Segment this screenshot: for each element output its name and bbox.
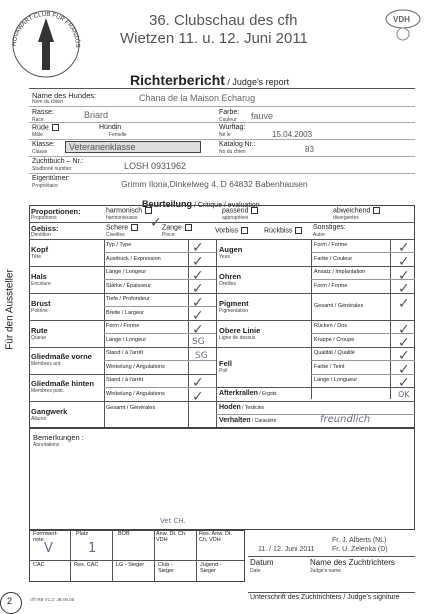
dog-name-value: Chana de la Maison Echarug [139,93,256,103]
side-label: Für den Aussteller [4,269,16,350]
right-rows: Form / Forme Farbe / Couleur Ansatz / Implantation Form / Forme Gesamt / Générales Rücken / Dos Kruppe / Croupe Qualität / Qualité Farbe / Teint Länge / Longueur [314,242,366,383]
club-logo [6,4,86,80]
mid-sections: Augen Yeux Ohren Oreilles Pigment Pigmentation Obere Linie Ligne de dessus Fell Poil Afterkrallen / Ergots Hoden / Testicles Verhalten / Caracière [219,245,277,424]
left-rows: Typ / Type Ausdruck / Expression Länge / Longeur Stärke / Épaisseur Tiefe / Profondeur Breite / Largeur Form / Forme Länge / Longeur Stand / à l'arrêt Winkelung / Angulations Stand / à l'arrêt Winkelung / Angulations Gesamt / Générales [106,242,165,411]
vdh-logo [384,8,422,42]
vdh-text: VDH [393,15,410,24]
handwritten-vet: Vet CH. [160,517,186,525]
handwritten-one: 1 [88,541,97,556]
report-title: Richterbericht / Judge's report [130,72,290,88]
show-title: 36. Clubschau des cfh [149,12,298,29]
dog-info: Name des Hundes: Nom du chien Chana de la Maison Echarug Rasse: Race Briard Farbe: Couleur fauve Rüde Mâle Hündin Femelle Wurftag: Né le 15.04.2003 Klasse: Classe Veteranenklasse Katalog Nr.: No du chien 83 Zuchtbuch – Nr.: Studbook number LOSH 0931962 Eigentümer: Propriétaire Grimm Ilona,Dinkelweg 4, D 64832 Babenhausen [29,90,415,192]
left-sections: Kopf Tête Hals Encolure Brust Poitrine Rute Queue Gliedmaße vorne Membres ant. Gliedmaße hinten Membres post. Gangwerk Allures [31,245,94,422]
remarks-box [29,428,415,530]
page-number-circle: 2 [0,592,22,614]
handwritten-sg1: SG [192,337,205,347]
show-dates: Wietzen 11. u. 12. Juni 2011 [120,30,308,47]
handwritten-sg2: SG [195,351,208,361]
handwritten-freundlich: freundlich [320,414,371,425]
svg-text:HOVAWART CLUB FUR FRANZÖSISCHE: HOVAWART CLUB FUR FRANZÖS [11,11,81,48]
handwritten-ok: OK [398,390,410,399]
grades-labels: Formwert- note Platz BOB Anw. Dt. Ch. VDH Res. Anw. Dt. Ch. VDH CAC Res. CAC LG - Sieger Club - Sieger Jugend - Sieger [33,531,233,574]
handwritten-v: V [44,541,53,556]
